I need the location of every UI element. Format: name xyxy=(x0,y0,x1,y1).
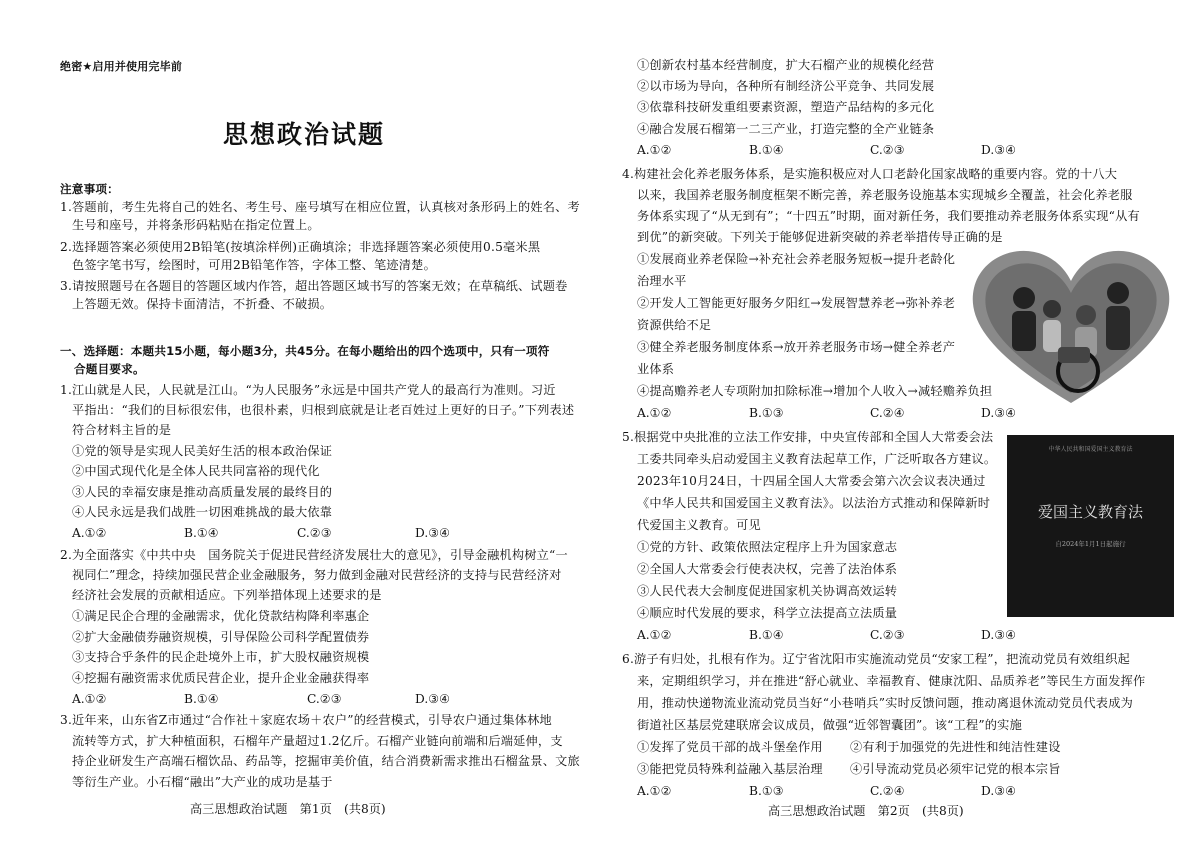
option-d: D.③④ xyxy=(981,784,1017,798)
option-c: C.②③ xyxy=(870,143,905,157)
q2-stem: 2.为全面落实《中共中央 国务院关于促进民营经济发展壮大的意见》，引导金融机构树立“一 xyxy=(60,548,568,562)
book-top-text: 中华人民共和国爱国主义教育法 xyxy=(1048,446,1133,453)
q6-stem: 用，推动快递物流业流动党员当好“小巷哨兵”实时反馈问题，推动离退休流动党员代表成为 xyxy=(637,696,1133,710)
option-a: A.①② xyxy=(637,406,672,420)
q3-item: ②以市场为导向，各种所有制经济公平竞争、共同发展 xyxy=(637,79,935,93)
q5-item: ②全国人大常委会行使表决权，完善了法治体系 xyxy=(637,562,898,576)
section-heading: 一、选择题：本题共15小题，每小题3分，共45分。在每小题给出的四个选项中，只有一项符 xyxy=(60,344,550,358)
option-c: C.②④ xyxy=(870,784,905,798)
notice-line: 色签字笔书写，绘图时，可用2B铅笔作答，字体工整、笔迹清楚。 xyxy=(72,258,436,272)
elderly-family-illustration xyxy=(966,243,1176,408)
option-c: C.②③ xyxy=(297,526,332,540)
option-c: C.②④ xyxy=(870,406,905,420)
q3-item: ④融合发展石榴第一二三产业，打造完整的全产业链条 xyxy=(637,122,935,136)
q4-stem: 以来，我国养老服务制度框架不断完善，养老服务设施基本实现城乡全覆盖，社会化养老服 xyxy=(637,188,1133,202)
option-d: D.③④ xyxy=(981,143,1017,157)
notice-line: 生号和座号，并将条形码粘贴在指定位置上。 xyxy=(72,218,320,232)
option-b: B.①④ xyxy=(749,628,784,642)
q1-item: ①党的领导是实现人民美好生活的根本政治保证 xyxy=(72,444,333,458)
option-b: B.①④ xyxy=(184,526,219,540)
option-b: B.①③ xyxy=(749,784,784,798)
q4-item: ④提高赡养老人专项附加扣除标准→增加个人收入→减轻赡养负担 xyxy=(637,384,993,398)
q2-item: ③支持合乎条件的民企赴境外上市，扩大股权融资规模 xyxy=(72,650,370,664)
option-d: D.③④ xyxy=(415,692,451,706)
q2-item: ④挖掘有融资需求优质民营企业，提升企业金融获得率 xyxy=(72,671,370,685)
q2-item: ①满足民企合理的金融需求，优化贷款结构降利率惠企 xyxy=(72,609,370,623)
section-heading: 合题目要求。 xyxy=(74,362,145,376)
book-date: 自2024年1月1日起施行 xyxy=(1055,540,1126,548)
option-b: B.①④ xyxy=(184,692,219,706)
q5-stem: 工委共同牵头启动爱国主义教育法起草工作，广泛听取各方建议。 xyxy=(637,452,997,466)
q5-item: ①党的方针、政策依照法定程序上升为国家意志 xyxy=(637,540,898,554)
q4-stem: 到优”的新突破。下列关于能够促进新突破的养老举措传导正确的是 xyxy=(637,230,1003,244)
notice-line: 上答题无效。保持卡面清洁，不折叠、不破损。 xyxy=(72,297,333,311)
q1-item: ④人民永远是我们战胜一切困难挑战的最大依靠 xyxy=(72,505,333,519)
q6-item: ③能把党员特殊利益融入基层治理 xyxy=(637,762,823,776)
option-b: B.①④ xyxy=(749,143,784,157)
q1-item: ②中国式现代化是全体人民共同富裕的现代化 xyxy=(72,464,320,478)
notice-line: 2.选择题答案必须使用2B铅笔(按填涂样例)正确填涂；非选择题答案必须使用0.5毫米黑 xyxy=(60,240,541,254)
q6-item: ②有利于加强党的先进性和纯洁性建设 xyxy=(850,740,1061,754)
q5-item: ③人民代表大会制度促进国家机关协调高效运转 xyxy=(637,584,898,598)
option-b: B.①③ xyxy=(749,406,784,420)
q4-item: 治理水平 xyxy=(637,274,687,288)
q5-stem: 2023年10月24日，十四届全国人大常委会第六次会议表决通过 xyxy=(637,474,986,488)
option-d: D.③④ xyxy=(981,406,1017,420)
q5-item: ④顺应时代发展的要求，科学立法提高立法质量 xyxy=(637,606,898,620)
page-2 xyxy=(600,0,1200,848)
q4-item: ②开发人工智能更好服务夕阳红→发展智慧养老→弥补养老 xyxy=(637,296,956,310)
q2-item: ②扩大金融债券融资规模，引导保险公司科学配置债券 xyxy=(72,630,370,644)
option-a: A.①② xyxy=(637,143,672,157)
option-c: C.②③ xyxy=(870,628,905,642)
option-a: A.①② xyxy=(637,628,672,642)
q3-stem: 等衍生产业。小石榴“融出”大产业的成功是基于 xyxy=(72,775,333,789)
q4-item: ①发展商业养老保险→补充社会养老服务短板→提升老龄化 xyxy=(637,252,956,266)
q6-stem: 6.游子有归处，扎根有作为。辽宁省沈阳市实施流动党员“安家工程”，把流动党员有效组织起 xyxy=(622,652,1131,666)
q4-item: 资源供给不足 xyxy=(637,318,712,332)
q6-stem: 街道社区基层党建联席会议成员，做强“近邻智囊团”。该“工程”的实施 xyxy=(637,718,1022,732)
option-a: A.①② xyxy=(637,784,672,798)
q3-stem: 持企业研发生产高端石榴饮品、药品等，挖掘审美价值，结合消费新需求推出石榴盆景、文旅 xyxy=(72,754,580,768)
book-title: 爱国主义教育法 xyxy=(1037,503,1143,521)
q4-item: ③健全养老服务制度体系→放开养老服务市场→健全养老产 xyxy=(637,340,956,354)
option-d: D.③④ xyxy=(415,526,451,540)
q6-stem: 来，定期组织学习，并在推进“舒心就业、幸福教育、健康沈阳、品质养老”等民生方面发挥作 xyxy=(637,674,1146,688)
page-footer: 高三思想政治试题 第2页 (共8页) xyxy=(768,804,964,818)
q1-item: ③人民的幸福安康是推动高质量发展的最终目的 xyxy=(72,485,333,499)
q5-stem: 5.根据党中央批准的立法工作安排，中央宣传部和全国人大常委会法 xyxy=(622,430,994,444)
q3-stem: 流转等方式，扩大种植面积，石榴年产量超过1.2亿斤。石榴产业链向前端和后端延伸，支 xyxy=(72,734,563,748)
q4-stem: 务体系实现了“从无到有”；“十四五”时期，面对新任务，我们要推动养老服务体系实现“从有 xyxy=(637,209,1140,223)
q2-stem: 视同仁”理念，持续加强民营企业金融服务，努力做到金融对民营经济的支持与民营经济对 xyxy=(72,568,562,582)
q3-item: ①创新农村基本经营制度，扩大石榴产业的规模化经营 xyxy=(637,58,935,72)
option-d: D.③④ xyxy=(981,628,1017,642)
q5-stem: 《中华人民共和国爱国主义教育法》。以法治方式推动和保障新时 xyxy=(637,496,991,510)
confidential-mark: 绝密★启用并使用完毕前 xyxy=(60,60,183,73)
law-book-image xyxy=(1007,435,1174,617)
q1-stem: 1.江山就是人民，人民就是江山。“为人民服务”永远是中国共产党人的最高行为准则。习近 xyxy=(60,383,556,397)
q6-item: ①发挥了党员干部的战斗堡垒作用 xyxy=(637,740,823,754)
q2-stem: 经济社会发展的贡献相适应。下列举措体现上述要求的是 xyxy=(72,588,382,602)
option-a: A.①② xyxy=(72,692,107,706)
exam-title: 思想政治试题 xyxy=(223,120,386,149)
q4-item: 业体系 xyxy=(637,362,675,376)
q1-stem: 平指出：“我们的目标很宏伟，也很朴素，归根到底就是让老百姓过上更好的日子。”下列表述 xyxy=(72,403,575,417)
option-a: A.①② xyxy=(72,526,107,540)
q5-stem: 代爱国主义教育。可见 xyxy=(637,518,761,532)
q1-stem: 符合材料主旨的是 xyxy=(72,423,172,437)
notice-line: 3.请按照题号在各题目的答题区域内作答，超出答题区域书写的答案无效；在草稿纸、试题卷 xyxy=(60,279,568,293)
notice-line: 1.答题前，考生先将自己的姓名、考生号、座号填写在相应位置，认真核对条形码上的姓名、考 xyxy=(60,200,580,214)
page-footer: 高三思想政治试题 第1页 (共8页) xyxy=(190,802,386,816)
q4-stem: 4.构建社会化养老服务体系，是实施积极应对人口老龄化国家战略的重要内容。党的十八大 xyxy=(622,167,1118,181)
notice-heading: 注意事项： xyxy=(60,182,119,196)
q3-item: ③依靠科技研发重组要素资源，塑造产品结构的多元化 xyxy=(637,100,935,114)
q6-item: ④引导流动党员必须牢记党的根本宗旨 xyxy=(850,762,1061,776)
option-c: C.②③ xyxy=(307,692,342,706)
q3-stem: 3.近年来，山东省Z市通过“合作社＋家庭农场＋农户”的经营模式，引导农户通过集体林地 xyxy=(60,713,552,727)
